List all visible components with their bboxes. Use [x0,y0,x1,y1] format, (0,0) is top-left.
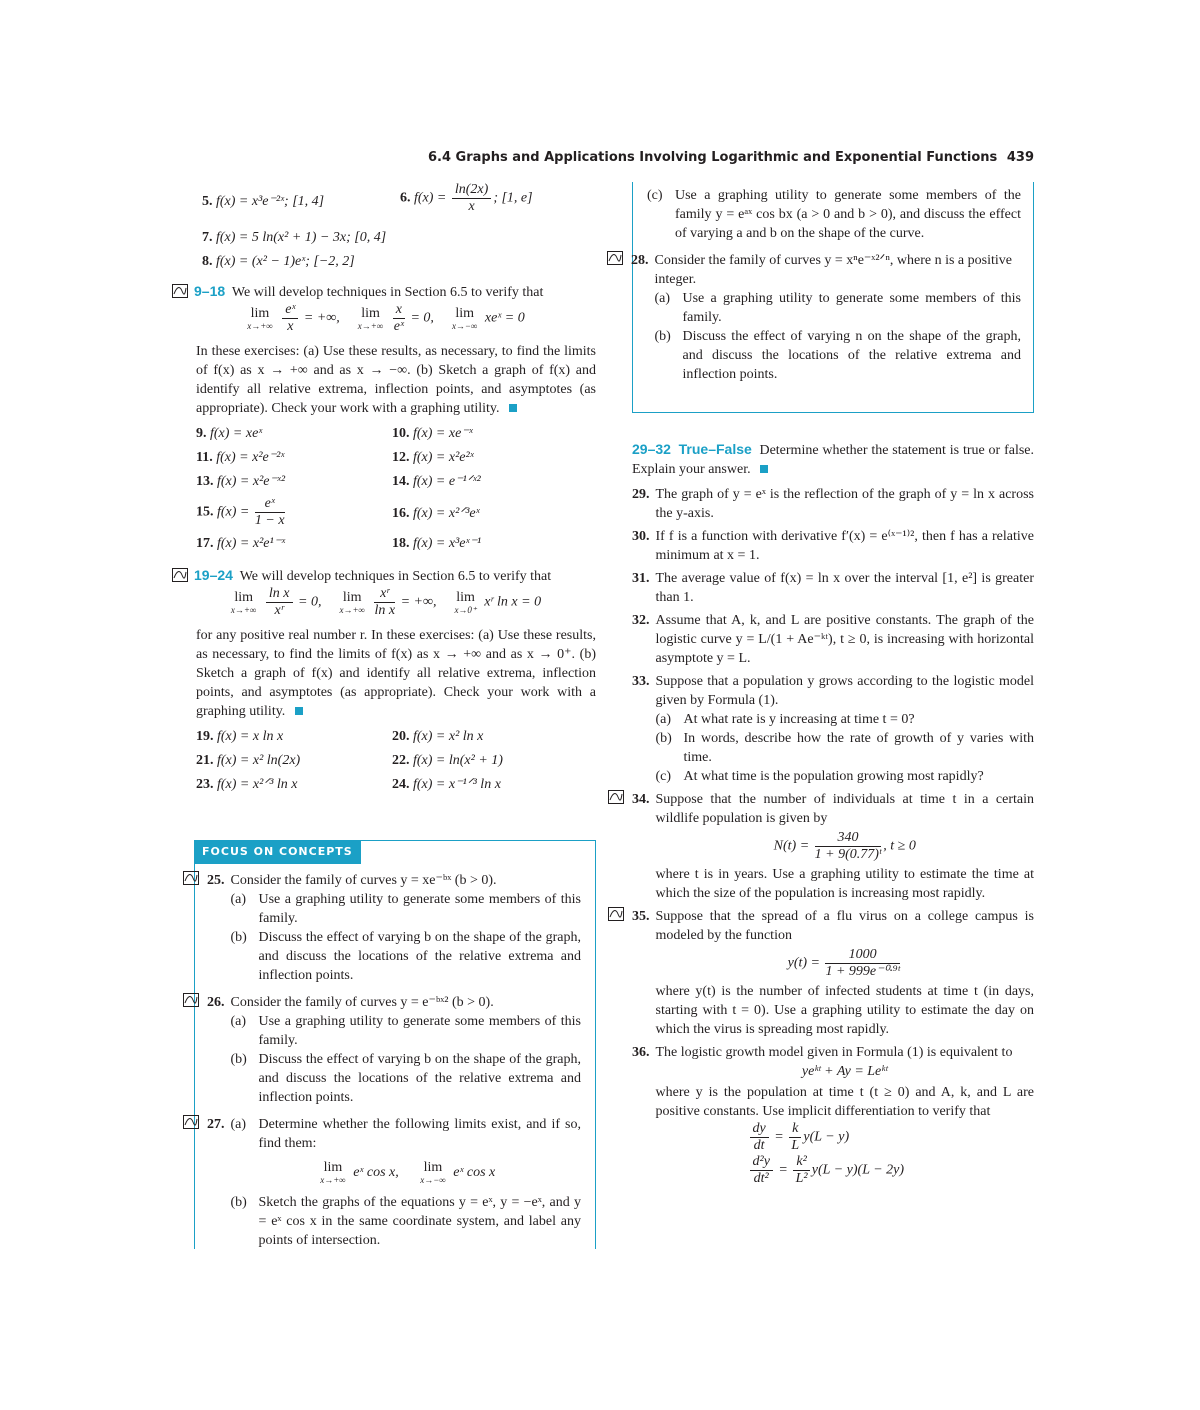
exercise-22: 22. f(x) = ln(x² + 1) [392,753,503,768]
graphing-utility-icon [183,871,201,891]
exercise-12: 12. f(x) = x²e²ˣ [392,450,474,465]
group-range: 19–24 [194,567,233,583]
exercise-29: 29. The graph of y = eˣ is the reflection of the graph of y = ln x across the y-axis. [632,487,1034,521]
graphing-utility-icon [607,251,625,271]
exercise-row-13-14 [172,472,596,496]
exercise-30: 30. If f is a function with derivative f′(x) = e⁽ˣ⁻¹⁾², then f has a relative minimum at x = 1. [632,529,1034,563]
exercise-row-21-22 [172,751,596,775]
exercise-36-derivative-2: $\frac{\text{d²y}}{\text{dt²}}$ = $\frac{\text{k²}}{\text{L²}}$ y(L − y)(L − 2y) [748,1154,1035,1187]
graphing-utility-icon [172,284,188,298]
exercise-row-11-12 [172,448,596,472]
group-19-24-heading [172,566,596,586]
exercise-23: 23. f(x) = x²ᐟ³ ln x [196,777,298,792]
exercise-33: 33. Suppose that a population y grows according to the logistic model given by Formula (1). (a) At what rate is y increasing at time t = 0? (b) In words, describe how the rate of growth of y varies with time. (c) At what time is the population growing most rapidly? [632,674,1034,784]
end-square-icon [509,404,517,412]
exercise-24: 24. f(x) = x⁻¹ᐟ³ ln x [392,777,501,792]
section-title: 6.4 Graphs and Applications Involving Logarithmic and Exponential Functions [428,150,998,165]
exercise-25: 25. Consider the family of curves y = xe⁻ᵇˣ (b > 0). (a) Use a graphing utility to generate some members of this family. (b) Discuss the effect of varying b on the shape of the graph, and discuss the locations of the relative extrema and inflection points. [183,871,581,985]
exercise-34-formula: N(t) = $\frac{340}{\text{1 + 9(0.77)ᵗ}}$ , t ≥ 0 [773,830,916,862]
end-square-icon [295,707,303,715]
exercise-17: 17. f(x) = x²e¹⁻ˣ [196,536,286,551]
exercise-8: 8. f(x) = (x² − 1)eˣ; [−2, 2] [202,254,355,269]
exercise-row-5-6 [172,182,596,228]
left-column [172,182,596,799]
exercise-27-limits: lim x→+∞ eˣ cos x, lim x→−∞ eˣ cos x [320,1160,496,1185]
exercise-27: 27. (a) Determine whether the following limits exist, and if so, find them: lim x→+∞ eˣ cos x, lim x→−∞ eˣ cos x (b) Sketch the graphs of the equations y = eˣ, y = −eˣ, and y = eˣ cos x in the same coordinate system, and label any points of intersection. [183,1115,581,1250]
limits-19-24: lim x→+∞ $\frac{\text{ln x}}{\text{xʳ}}$ = 0, lim x→+∞ $\frac{\text{xʳ}}{\text{ln x}}$ = +∞, lim x→0⁺ xʳ ln x = 0 [230,586,542,618]
group-intro: We will develop techniques in Section 6.5 to verify that [231,285,544,300]
exercise-6: 6. f(x) = $\frac{\ln(2x)}{x}$ ; [1, e] [400,182,533,214]
exercise-32: 32. Assume that A, k, and L are positive constants. The graph of the logistic curve y = L/(1 + Ae⁻ᵏᵗ), t ≥ 0, is increasing with horizontal asymptote y = L. [632,613,1034,666]
exercise-15: 15. f(x) = $\frac{\text{eˣ}}{1 - x}$ [196,496,285,528]
exercise-36: 36. The logistic growth model given in Formula (1) is equivalent to yeᵏᵗ + Ay = Leᵏᵗ where y is the population at time t (t ≥ 0) and A, k, and L are positive constants. Use implicit differentiation to verify that $\frac{dy}{dt}$ = $\frac{k}{L}$ y(L − y) $\frac{\text{d²y}}{\text{dt²}}$ = $\frac{\text{k²}}{\text{L²}}$ y(L − y)(L − 2y) [632,1045,1034,1186]
exercise-20: 20. f(x) = x² ln x [392,729,484,744]
focus-on-concepts-continuation-box [632,182,1034,413]
exercise-34: 34. Suppose that the number of individuals at time t in a certain wildlife population is given by N(t) = $\frac{340}{\text{1 + 9(0.77)ᵗ}}$ , t ≥ 0 where t is in years. Use a graphing utility to estimate the time at which the size of the population is increasing most rapidly. [608,790,1034,903]
group-9-18-instructions: In these exercises: (a) Use these results, as necessary, to find the limits of f(x) as x → +∞ and as x → −∞. (b) Sketch a graph of f(x) and identify all relative extrema, inflection points, and asymptotes (as appropriate). Check your work with a graphing utility. [196,344,596,416]
graphing-utility-icon [183,1115,201,1135]
graphing-utility-icon [172,568,188,582]
graphing-utility-icon [608,790,626,810]
exercise-18: 18. f(x) = x³eˣ⁻¹ [392,536,482,551]
limits-9-18: lim x→+∞ $\frac{\text{eˣ}}{x}$ = +∞, lim x→+∞ $\frac{x}{\text{eˣ}}$ = 0, lim x→−∞ xeˣ = 0 [247,302,525,334]
graphing-utility-icon [183,993,201,1013]
focus-on-concepts-box [194,840,596,1249]
group-intro: We will develop techniques in Section 6.5 to verify that [239,569,552,584]
exercise-7: 7. f(x) = 5 ln(x² + 1) − 3x; [0, 4] [202,230,387,245]
exercise-21: 21. f(x) = x² ln(2x) [196,753,301,768]
exercise-36-equation: yeᵏᵗ + Ay = Leᵏᵗ [801,1064,888,1079]
exercise-14: 14. f(x) = e⁻¹ᐟˣ² [392,474,481,489]
exercise-35: 35. Suppose that the spread of a flu virus on a college campus is modeled by the function y(t) = $\frac{1000}{\text{1 + 999e⁻⁰·⁹ᵗ}}$ where y(t) is the number of infected students at time t (in days, starting with t = 0). Use a graphing utility to estimate the day on which the virus is spreading most rapidly. [608,907,1034,1039]
exercise-13: 13. f(x) = x²e⁻ˣ² [196,474,286,489]
exercise-26: 26. Consider the family of curves y = e⁻ᵇˣ² (b > 0). (a) Use a graphing utility to generate some members of this family. (b) Discuss the effect of varying b on the shape of the graph, and discuss the locations of the relative extrema and inflection points. [183,993,581,1107]
exercise-5: 5. f(x) = x³e⁻²ˣ; [1, 4] [202,194,325,209]
exercise-row-9-10 [172,424,596,448]
exercise-36-derivative-1: $\frac{dy}{dt}$ = $\frac{k}{L}$ y(L − y) [748,1121,1035,1154]
exercise-row-19-20 [172,727,596,751]
end-square-icon [760,465,768,473]
exercise-9: 9. f(x) = xeˣ [196,426,263,441]
exercise-35-formula: y(t) = $\frac{1000}{\text{1 + 999e⁻⁰·⁹ᵗ}}$ [787,947,900,979]
exercise-10: 10. f(x) = xe⁻ˣ [392,426,473,441]
true-false-intro: 29–32 True–False Determine whether the statement is true or false. Explain your answer. [632,441,1034,477]
page-number: 439 [1006,150,1034,165]
group-19-24-instructions: for any positive real number r. In these exercises: (a) Use these results, as necessary, to find the limits of f(x) as x → +∞ and as x → 0⁺. (b) Sketch a graph of f(x) and identify all relative extrema, inflection points, and asymptotes (as appropriate). Check your work with a graphing utility. [196,628,596,719]
group-9-18-heading [172,282,596,302]
exercise-row-23-24 [172,775,596,799]
exercise-row-15-16 [172,496,596,534]
exercise-11: 11. f(x) = x²e⁻²ˣ [196,450,285,465]
exercise-19: 19. f(x) = x ln x [196,729,284,744]
exercise-16: 16. f(x) = x²ᐟ³eˣ [392,506,480,521]
focus-on-concepts-label: FOCUS ON CONCEPTS [194,840,361,864]
exercise-28: 28. Consider the family of curves y = xⁿe⁻ˣ²ᐟⁿ, where n is a positive integer. (a) Use a graphing utility to generate some members of this family. (b) Discuss the effect of varying n on the shape of the graph, and discuss the locations of the relative extrema and inflection points. [607,251,1021,384]
running-header [428,146,1034,168]
graphing-utility-icon [608,907,626,927]
exercise-row-17-18 [172,534,596,566]
exercise-31: 31. The average value of f(x) = ln x over the interval [1, e²] is greater than 1. [632,571,1034,605]
right-column [632,440,1034,1187]
exercise-27c: (c) Use a graphing utility to generate some members of the family y = eᵃˣ cos bx (a > 0 and b > 0), and discuss the effect of varying a and b on the shape of the curve. [647,188,1021,241]
group-range: 9–18 [194,283,226,299]
